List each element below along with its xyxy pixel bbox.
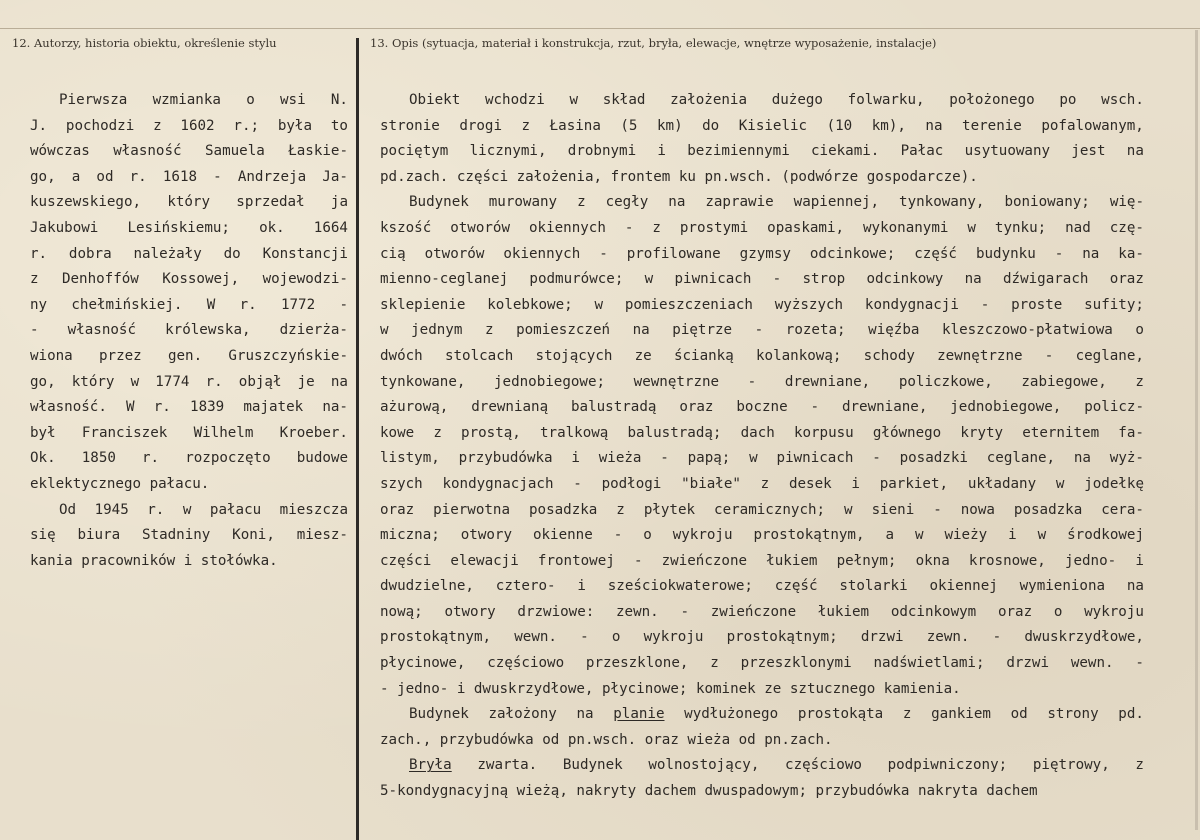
text-line: go, który w 1774 r. objął je na xyxy=(30,373,348,390)
page-edge xyxy=(1195,30,1198,830)
text-line: szych kondygnacjach - podłogi "białe" z desek i parkiet, układany w jodełkę xyxy=(380,475,1144,492)
text-line: prostokątnym, wewn. - o wykroju prostokątnym; drzwi zewn. - dwuskrzydłowe, xyxy=(380,629,1144,646)
text-line: - własność królewska, dzierża- xyxy=(30,322,348,339)
right-column-paragraph xyxy=(380,753,1144,804)
text-line: Jakubowi Lesińskiemu; ok. 1664 xyxy=(30,219,348,236)
text-line: Budynek założony na planie wydłużonego prostokąta z gankiem od strony pd. xyxy=(409,706,1144,723)
history-column xyxy=(30,88,348,574)
text-line: kuszewskiego, który sprzedał ja xyxy=(30,194,348,211)
text-line: r. dobra należały do Konstancji xyxy=(30,245,348,262)
text-line: kszość otworów okiennych - z prostymi opaskami, wykonanymi w tynku; nad czę- xyxy=(380,219,1144,236)
right-column-paragraph xyxy=(380,88,1144,190)
text-line: oraz pierwotna posadzka z płytek ceramicznych; w sieni - nowa posadzka cera- xyxy=(380,501,1144,518)
text-line: wówczas własność Samuela Łaskie- xyxy=(30,143,348,160)
left-column-paragraph xyxy=(30,88,348,498)
left-column-paragraph xyxy=(30,498,348,575)
text-line: pociętym licznymi, drobnymi i bezimiennymi ciekami. Pałac usytuowany jest na xyxy=(380,143,1144,160)
text-line: Obiekt wchodzi w skład założenia dużego folwarku, położonego po wsch. xyxy=(409,92,1144,108)
text-line: Budynek murowany z cegły na zaprawie wapiennej, tynkowany, boniowany; wię- xyxy=(409,194,1144,211)
section-13-heading: 13. Opis (sytuacja, materiał i konstrukcja, rzut, bryła, elewacje, wnętrze wyposażenie, instalacje) xyxy=(370,36,937,50)
text-line: się biura Stadniny Koni, miesz- xyxy=(30,527,348,544)
text-line: dwóch stolcach stojących ze ścianką kolankową; schody zewnętrzne - ceglane, xyxy=(380,347,1144,364)
text-line: Ok. 1850 r. rozpoczęto budowe xyxy=(30,450,348,467)
text-line: stronie drogi z Łasina (5 km) do Kisielic (10 km), na terenie pofalowanym, xyxy=(380,117,1144,134)
text-line: Pierwsza wzmianka o wsi N. xyxy=(59,92,348,108)
description-column xyxy=(380,88,1144,805)
text-line: ny chełmińskiej. W r. 1772 - xyxy=(30,296,348,313)
text-line: pd.zach. części założenia, frontem ku pn.wsch. (podwórze gospodarcze). xyxy=(380,168,978,185)
text-line: części elewacji frontowej - zwieńczone łukiem pełnym; okna krosnowe, jedno- i xyxy=(380,552,1144,569)
text-line: ażurową, drewnianą balustradą oraz boczne - drewniane, jednobiegowe, policz- xyxy=(380,399,1144,416)
right-column-paragraph xyxy=(380,702,1144,753)
section-12-heading: 12. Autorzy, historia obiektu, określenie stylu xyxy=(12,36,277,50)
text-line: kania pracowników i stołówka. xyxy=(30,552,278,569)
text-line: Od 1945 r. w pałacu mieszcza xyxy=(59,501,348,518)
text-line: sklepienie kolebkowe; w pomieszczeniach wyższych kondygnacji - proste sufity; xyxy=(380,296,1144,313)
text-line: własność. W r. 1839 majatek na- xyxy=(30,399,348,416)
text-line: Bryła zwarta. Budynek wolnostojący, częściowo podpiwniczony; piętrowy, z xyxy=(409,757,1144,774)
text-line: wiona przez gen. Gruszczyńskie- xyxy=(30,347,348,364)
text-line: płycinowe, częściowo przeszklone, z przeszklonymi nadświetlami; drzwi wewn. - xyxy=(380,655,1144,672)
text-line: go, a od r. 1618 - Andrzeja Ja- xyxy=(30,168,348,185)
text-line: - jedno- i dwuskrzydłowe, płycinowe; kominek ze sztucznego kamienia. xyxy=(380,680,961,697)
text-line: tynkowane, jednobiegowe; wewnętrzne - drewniane, policzkowe, zabiegowe, z xyxy=(380,373,1144,390)
text-line: cią otworów okiennych - profilowane gzymsy odcinkowe; część budynku - na ka- xyxy=(380,245,1144,262)
text-line: mienno-ceglanej podmurówce; w piwnicach - strop odcinkowy na dźwigarach oraz xyxy=(380,271,1144,288)
column-divider xyxy=(356,38,359,840)
text-line: listym, przybudówka i wieża - papą; w piwnicach - posadzki ceglane, na wyż- xyxy=(380,450,1144,467)
text-line: 5-kondygnacyjną wieżą, nakryty dachem dwuspadowym; przybudówka nakryta dachem xyxy=(380,783,1038,800)
text-line: zach., przybudówka od pn.wsch. oraz wieża od pn.zach. xyxy=(380,731,833,748)
text-line: był Franciszek Wilhelm Kroeber. xyxy=(30,424,348,441)
text-line: dwudzielne, cztero- i sześciokwaterowe; część stolarki okiennej wymieniona na xyxy=(380,578,1144,595)
text-line: nową; otwory drzwiowe: zewn. - zwieńczone łukiem odcinkowym oraz o wykroju xyxy=(380,603,1144,620)
text-line: z Denhoffów Kossowej, wojewodzi- xyxy=(30,271,348,288)
text-line: eklektycznego pałacu. xyxy=(30,475,210,492)
text-line: w jednym z pomieszczeń na piętrze - rozeta; więźba kleszczowo-płatwiowa o xyxy=(380,322,1144,339)
text-line: J. pochodzi z 1602 r.; była to xyxy=(30,117,348,134)
right-column-paragraph xyxy=(380,190,1144,702)
text-line: kowe z prostą, tralkową balustradą; dach korpusu głównego kryty eternitem fa- xyxy=(380,424,1144,441)
text-line: miczna; otwory okienne - o wykroju prostokątnym, a w wieży i w środkowej xyxy=(380,527,1144,544)
top-rule xyxy=(0,28,1200,29)
